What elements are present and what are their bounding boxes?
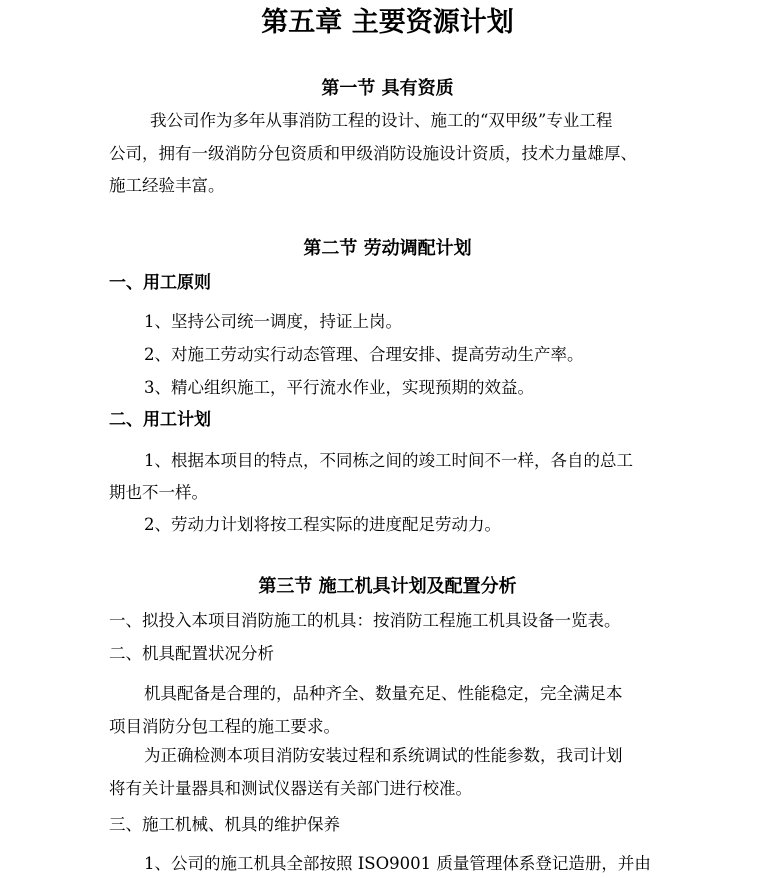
chapter-title: 第五章 主要资源计划	[261, 7, 514, 38]
section-3-line-1: 一、拟投入本项目消防施工的机具：按消防工程施工机具设备一览表。	[109, 611, 621, 630]
machinery-para-1-line-2: 项目消防分包工程的施工要求。	[109, 717, 340, 736]
plan-item-2: 2、劳动力计划将按工程实际的进度配足劳动力。	[144, 515, 501, 534]
principle-item-2: 2、对施工劳动实行动态管理、合理安排、提高劳动生产率。	[144, 345, 584, 364]
plan-item-1-line-2: 期也不一样。	[109, 483, 208, 502]
principle-item-1: 1、坚持公司统一调度，持证上岗。	[144, 312, 402, 331]
section-1-paragraph-line-1: 我公司作为多年从事消防工程的设计、施工的“双甲级”专业工程	[150, 111, 613, 130]
plan-item-1-line-1: 1、根据本项目的特点，不同栋之间的竣工时间不一样，各自的总工	[144, 451, 633, 470]
principle-item-3: 3、精心组织施工，平行流水作业，实现预期的效益。	[144, 378, 534, 397]
section-1-paragraph-line-2: 公司，拥有一级消防分包资质和甲级消防设施设计资质，技术力量雄厚、	[109, 144, 637, 163]
section-3-line-3: 三、施工机械、机具的维护保养	[109, 815, 340, 834]
section-1-title: 第一节 具有资质	[321, 78, 454, 99]
section-1-paragraph-line-3: 施工经验丰富。	[109, 176, 225, 195]
section-3-line-2: 二、机具配置状况分析	[109, 644, 274, 663]
principles-heading: 一、用工原则	[109, 273, 211, 293]
machinery-para-2-line-1: 为正确检测本项目消防安装过程和系统调试的性能参数，我司计划	[144, 746, 623, 765]
section-3-title: 第三节 施工机具计划及配置分析	[258, 576, 517, 597]
section-3-last-line: 1、公司的施工机具全部按照 ISO9001 质量管理体系登记造册，并由	[144, 854, 651, 873]
plan-heading: 二、用工计划	[109, 410, 211, 430]
machinery-para-1-line-1: 机具配备是合理的，品种齐全、数量充足、性能稳定，完全满足本	[144, 684, 623, 703]
section-2-title: 第二节 劳动调配计划	[303, 238, 472, 259]
machinery-para-2-line-2: 将有关计量器具和测试仪器送有关部门进行校准。	[109, 779, 472, 798]
